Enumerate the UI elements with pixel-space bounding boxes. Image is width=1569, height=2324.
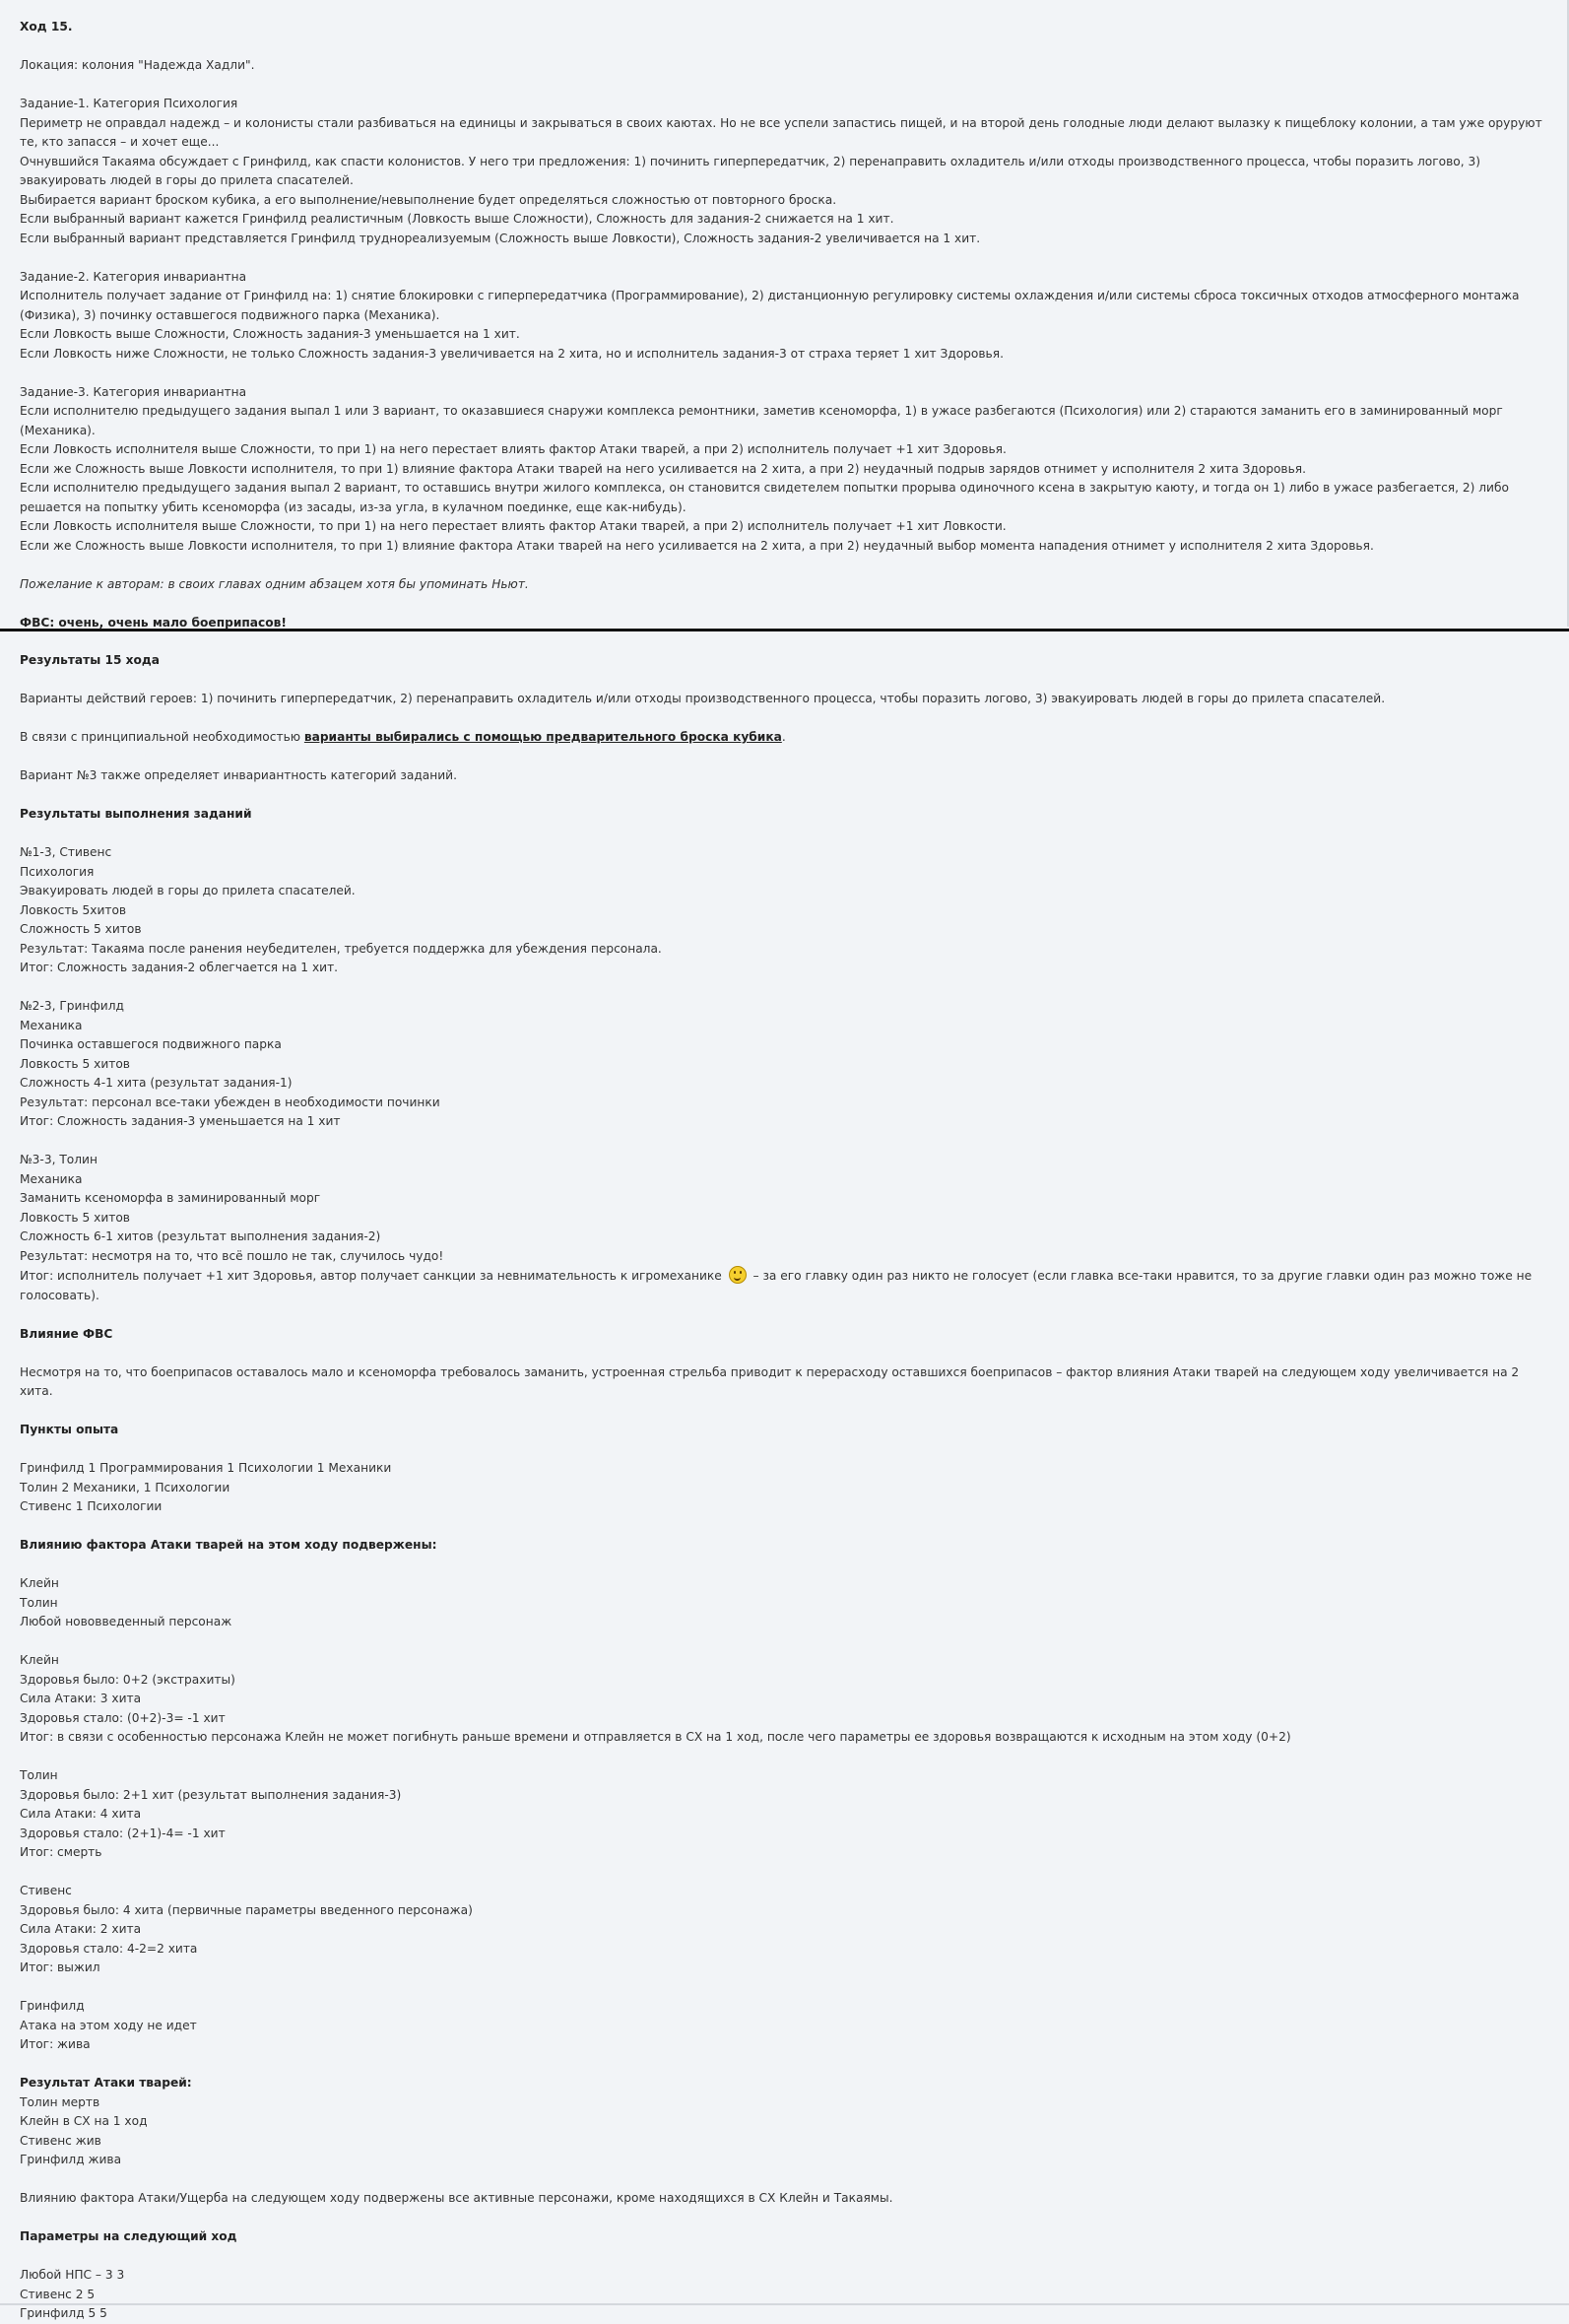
result-line: Механика [20,1170,1551,1190]
klein-line: Клейн [20,1651,1551,1671]
result-line: Сложность 6-1 хитов (результат выполнения задания-2) [20,1228,1551,1247]
stevens-line: Здоровья стало: 4-2=2 хита [20,1940,1551,1959]
task-2-heading: Задание-2. Категория инвариантна [20,268,1549,288]
result-line: №2-3, Гринфилд [20,997,1551,1017]
params-line: Гринфилд 5 5 [20,2304,1551,2324]
klein-line: Сила Атаки: 3 хита [20,1690,1551,1709]
attack-list [20,1574,1551,1632]
wish-note: Пожелание к авторам: в своих главах одним абзацем хотя бы упоминать Ньют. [20,575,1549,595]
stevens-line: Итог: выжил [20,1959,1551,1978]
paragraph-line: Очнувшийся Такаяма обсуждает с Гринфилд, как спасти колонистов. У него три предложения: 1) починить гиперпередатчик, 2) перенаправить охладитель и/или отходы производственного процесса, чтобы поразить логово, 3) эвакуировать людей в горы до прилета спасателей. [20,153,1549,191]
location-text: Локация: колония "Надежда Хадли". [20,56,1549,76]
results-heading: Результаты выполнения заданий [20,805,1551,825]
attack-item: Толин [20,1594,1551,1614]
result-line: Сложность 5 хитов [20,920,1551,940]
post-results-15 [0,633,1569,2305]
result-line: Эвакуировать людей в горы до прилета спасателей. [20,882,1551,901]
tolin-line: Толин [20,1766,1551,1786]
paragraph-line: Если же Сложность выше Ловкости исполнителя, то при 1) влияние фактора Атаки тварей на него усиливается на 2 хита, а при 2) неудачный подрыв зарядов отнимет у исполнителя 2 хита Здоровья. [20,460,1549,480]
fvs-heading: Влияние ФВС [20,1325,1551,1345]
tolin-line: Здоровья было: 2+1 хит (результат выполнения задания-3) [20,1786,1551,1806]
params-list [20,2266,1551,2324]
result-line: Результат: несмотря на то, что всё пошло не так, случилось чудо! [20,1247,1551,1267]
xp-list [20,1459,1551,1517]
greenfield-line: Атака на этом ходу не идет [20,2017,1551,2036]
params-line: Любой НПС – 3 3 [20,2266,1551,2286]
task-1-heading: Задание-1. Категория Психология [20,95,1549,114]
stevens-line: Здоровья было: 4 хита (первичные параметры введенного персонажа) [20,1901,1551,1921]
klein-line: Итог: в связи с особенностью персонажа Клейн не может погибнуть раньше времени и отправляется в СХ на 1 ход, после чего параметры ее здоровья возвращаются к исходным на этом ходу (0+2) [20,1728,1551,1748]
result-line: Итог: Сложность задания-2 облегчается на 1 хит. [20,959,1551,978]
paragraph-line: Если исполнителю предыдущего задания выпал 1 или 3 вариант, то оказавшиеся снаружи комплекса ремонтники, заметив ксеноморфа, 1) в ужасе разбегаются (Психология) или 2) стараются заманить его в заминированный морг (Механика). [20,402,1549,440]
greenfield-block [20,1997,1551,2055]
attack-result-heading: Результат Атаки тварей: [20,2074,1551,2093]
klein-line: Здоровья стало: (0+2)-3= -1 хит [20,1709,1551,1729]
paragraph-line: Если же Сложность выше Ловкости исполнителя, то при 1) влияние фактора Атаки тварей на него усиливается на 2 хита, а при 2) неудачный выбор момента нападения отнимет у исполнителя 2 хита Здоровья. [20,537,1549,557]
paragraph-line: Если Ловкость выше Сложности, Сложность задания-3 уменьшается на 1 хит. [20,325,1549,345]
klein-line: Здоровья было: 0+2 (экстрахиты) [20,1671,1551,1691]
xp-line: Стивенс 1 Психологии [20,1497,1551,1517]
post-turn-15 [0,0,1569,627]
paragraph-line: Если выбранный вариант кажется Гринфилд реалистичным (Ловкость выше Сложности), Сложность для задания-2 снижается на 1 хит. [20,210,1549,230]
paragraph-line: Если Ловкость исполнителя выше Сложности, то при 1) на него перестает влиять фактор Атаки тварей, а при 2) исполнитель получает +1 хит Здоровья. [20,440,1549,460]
xp-line: Гринфилд 1 Программирования 1 Психологии 1 Механики [20,1459,1551,1479]
stevens-block [20,1882,1551,1978]
result-line: №3-3, Толин [20,1151,1551,1170]
variant3-text: Вариант №3 также определяет инвариантность категорий заданий. [20,766,1551,786]
paragraph-line: Выбирается вариант броском кубика, а его выполнение/невыполнение будет определяться сложностью от повторного броска. [20,191,1549,211]
result-line: Починка оставшегося подвижного парка [20,1035,1551,1055]
results-title: Результаты 15 хода [20,651,1551,671]
result-line: Ловкость 5 хитов [20,1055,1551,1075]
result-final-line [20,1266,1551,1305]
greenfield-line: Итог: жива [20,2035,1551,2055]
result-line: Заманить ксеноморфа в заминированный морг [20,1189,1551,1209]
result-line: Сложность 4-1 хита (результат задания-1) [20,1074,1551,1094]
attack-item: Любой нововведенный персонаж [20,1613,1551,1632]
tolin-line: Итог: смерть [20,1843,1551,1863]
tolin-block [20,1766,1551,1863]
dice-suffix: . [782,730,786,744]
result-line: Результат: Такаяма после ранения неубедителен, требуется поддержка для убеждения персонала. [20,940,1551,960]
attack-result-line: Толин мертв [20,2093,1551,2113]
paragraph-line: Исполнитель получает задание от Гринфилд на: 1) снятие блокировки с гиперпередатчика (Программирование), 2) дистанционную регулировку системы охлаждения и/или системы сброса токсичных отходов атмосферного монтажа (Физика), 3) починку оставшегося подвижного парка (Механика). [20,287,1549,325]
dice-prefix: В связи с принципиальной необходимостью [20,730,304,744]
stevens-line: Стивенс [20,1882,1551,1901]
params-heading: Параметры на следующий ход [20,2227,1551,2247]
paragraph-line: Если Ловкость ниже Сложности, не только Сложность задания-3 увеличивается на 2 хита, но и исполнитель задания-3 от страха теряет 1 хит Здоровья. [20,345,1549,365]
final-a: Итог: исполнитель получает +1 хит Здоровья, автор получает санкции за невнимательность к игромеханике [20,1269,722,1283]
fvs-note: ФВС: очень, очень мало боеприпасов! [20,614,1549,633]
attack-result-line: Стивенс жив [20,2132,1551,2152]
final-b: – за его главку один раз никто не голосует (если главка все-таки нравится, то за другие главки один раз можно тоже не голосовать). [20,1269,1532,1302]
dice-text [20,728,1551,748]
attack-result-block [20,2074,1551,2170]
task-result-2 [20,997,1551,1132]
task-result-1 [20,843,1551,978]
paragraph-line: Периметр не оправдал надежд – и колонисты стали разбиваться на единицы и закрываться в своих каютах. Но не все успели запастись пищей, и на второй день голодные люди делают вылазку к пищеблоку колонии, а там уже оруруют те, кто запасся – и хочет еще... [20,114,1549,153]
klein-block [20,1651,1551,1748]
attack-result-line: Гринфилд жива [20,2151,1551,2170]
task-1-block [20,95,1549,248]
xp-heading: Пункты опыта [20,1421,1551,1440]
paragraph-line: Если исполнителю предыдущего задания выпал 2 вариант, то оставшись внутри жилого комплекса, он становится свидетелем попытки прорыва одиночного ксена в закрытую каюту, и тогда он 1) либо в ужасе разбегается, 2) либо решается на попытку убить ксеноморфа (из засады, из-за угла, в кулачном поединке, еще как-нибудь). [20,479,1549,517]
attack-item: Клейн [20,1574,1551,1594]
tolin-line: Сила Атаки: 4 хита [20,1805,1551,1825]
result-line: Итог: Сложность задания-3 уменьшается на 1 хит [20,1112,1551,1132]
result-line: Механика [20,1017,1551,1036]
attack-heading: Влиянию фактора Атаки тварей на этом ходу подвержены: [20,1536,1551,1556]
smiley-icon [729,1266,747,1284]
result-line: Психология [20,863,1551,883]
task-result-3 [20,1151,1551,1305]
dice-link[interactable]: варианты выбирались с помощью предварительного броска кубика [304,730,782,744]
paragraph-line: Если Ловкость исполнителя выше Сложности, то при 1) на него перестает влиять фактор Атаки тварей, а при 2) исполнитель получает +1 хит Ловкости. [20,517,1549,537]
greenfield-line: Гринфилд [20,1997,1551,2017]
variants-text: Варианты действий героев: 1) починить гиперпередатчик, 2) перенаправить охладитель и/или отходы производственного процесса, чтобы поразить логово, 3) эвакуировать людей в горы до прилета спасателей. [20,690,1551,709]
fvs-text: Несмотря на то, что боеприпасов оставалось мало и ксеноморфа требовалось заманить, устроенная стрельба приводит к перерасходу оставшихся боеприпасов – фактор влияния Атаки тварей на следующем ходу увеличивается на 2 хита. [20,1363,1551,1402]
result-line: Результат: персонал все-таки убежден в необходимости починки [20,1094,1551,1113]
paragraph-line: Если выбранный вариант представляется Гринфилд труднореализуемым (Сложность выше Ловкости), Сложность задания-2 увеличивается на 1 хит. [20,230,1549,249]
tolin-line: Здоровья стало: (2+1)-4= -1 хит [20,1825,1551,1844]
post-divider [0,629,1569,631]
attack-result-line: Клейн в СХ на 1 ход [20,2112,1551,2132]
task-3-block [20,383,1549,557]
result-line: №1-3, Стивенс [20,843,1551,863]
post-title: Ход 15. [20,18,1549,37]
task-2-block [20,268,1549,365]
result-line: Ловкость 5хитов [20,901,1551,921]
next-influence-text: Влиянию фактора Атаки/Ущерба на следующем ходу подвержены все активные персонажи, кроме находящихся в СХ Клейн и Такаямы. [20,2189,1551,2209]
xp-line: Толин 2 Механики, 1 Психологии [20,1479,1551,1498]
result-line: Ловкость 5 хитов [20,1209,1551,1228]
task-3-heading: Задание-3. Категория инвариантна [20,383,1549,403]
stevens-line: Сила Атаки: 2 хита [20,1920,1551,1940]
params-line: Стивенс 2 5 [20,2286,1551,2305]
